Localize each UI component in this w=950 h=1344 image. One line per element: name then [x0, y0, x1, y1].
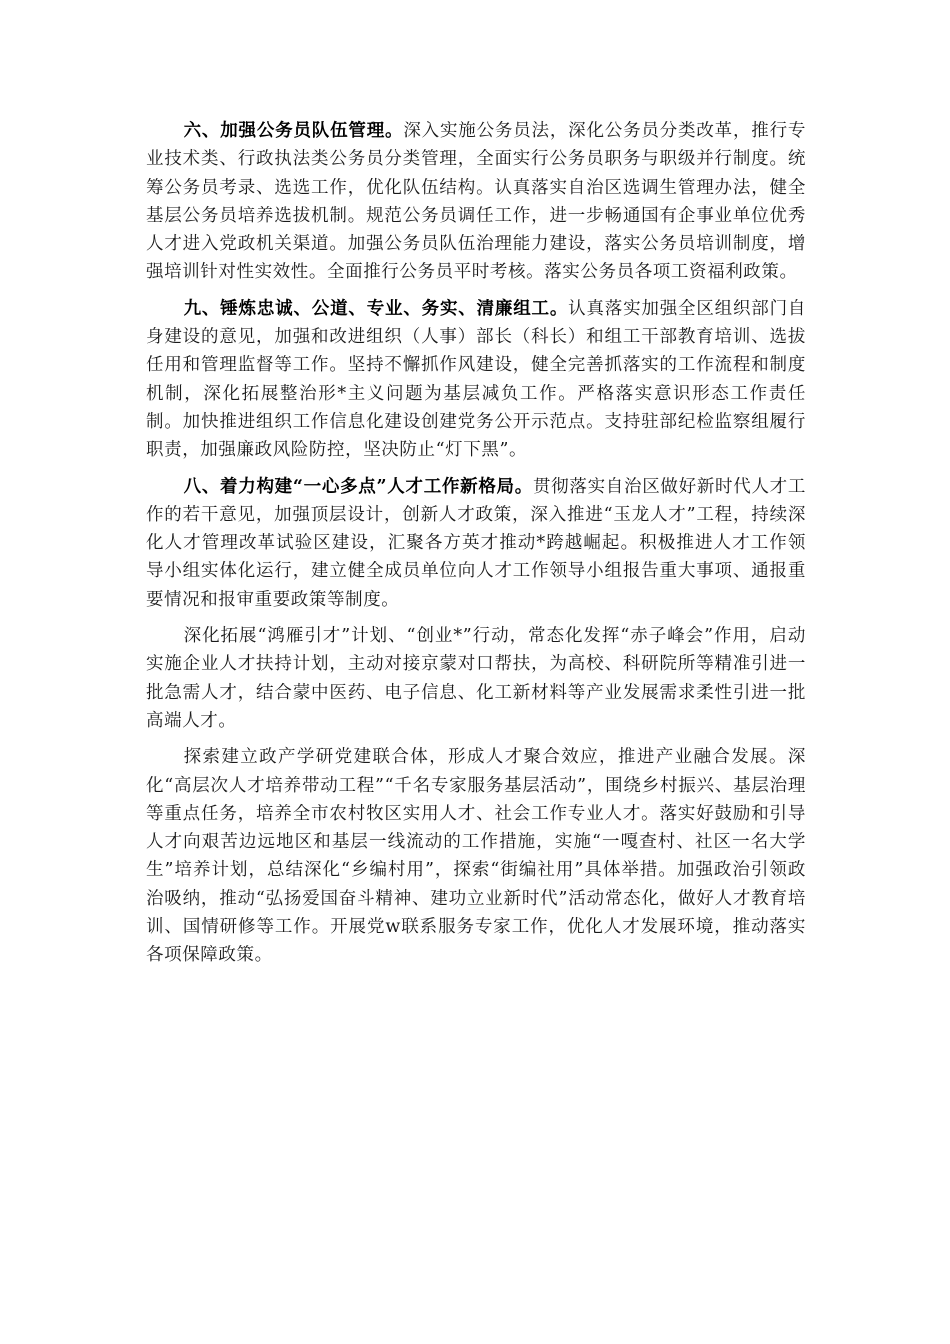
paragraph-text: 深化拓展“鸿雁引才”计划、“创业*”行动，常态化发挥“赤子峰会”作用，启动实施企业人才扶持计划，主动对接京蒙对口帮扶，为高校、科研院所等精准引进一批急需人才，结合蒙中医药、电子信息、化工新材料等产业发展需求柔性引进一批高端人才。	[146, 626, 806, 731]
paragraph-talent-cultivation	[146, 743, 806, 969]
paragraph-talent-work	[146, 473, 806, 614]
paragraph-heading: 六、加强公务员队伍管理。	[183, 121, 404, 141]
paragraph-text: 探索建立政产学研党建联合体，形成人才聚合效应，推进产业融合发展。深化“高层次人才培养带动工程”“千名专家服务基层活动”，围绕乡村振兴、基层治理等重点任务，培养全市农村牧区实用人才、社会工作专业人才。落实好鼓励和引导人才向艰苦边远地区和基层一线流动的工作措施，实施“一嘎查村、社区一名大学生”培养计划，总结深化“乡编村用”，探索“街编社用”具体举措。加强政治引领政治吸纳，推动“弘扬爱国奋斗精神、建功立业新时代”活动常态化，做好人才教育培训、国情研修等工作。开展党w联系服务专家工作，优化人才发展环境，推动落实各项保障政策。	[146, 747, 806, 966]
paragraph-heading: 九、锤炼忠诚、公道、专业、务实、清廉组工。	[183, 298, 569, 319]
paragraph-text: 认真落实加强全区组织部门自身建设的意见，加强和改进组织（人事）部长（科长）和组工干部教育培训、选拔任用和管理监督等工作。坚持不懈抓作风建设，健全完善抓落实的工作流程和制度机制，深化拓展整治形*主义问题为基层减负工作。严格落实意识形态工作责任制。加快推进组织工作信息化建设创建党务公开示范点。支持驻部纪检监察组履行职责，加强廉政风险防控，坚决防止“灯下黑”。	[146, 298, 806, 461]
paragraph-text: 贯彻落实自治区做好新时代人才工作的若干意见，加强顶层设计，创新人才政策，深入推进“玉龙人才”工程，持续深化人才管理改革试验区建设，汇聚各方英才推动*跨越崛起。积极推进人才工作领导小组实体化运行，建立健全成员单位向人才工作领导小组报告重大事项、通报重要情况和报审重要政策等制度。	[146, 476, 806, 610]
document-body	[146, 117, 806, 978]
paragraph-heading: 八、着力构建“一心多点”人才工作新格局。	[183, 476, 533, 497]
paragraph-talent-introduction	[146, 622, 806, 735]
paragraph-organization-staff	[146, 295, 806, 465]
paragraph-text: 深入实施公务员法，深化公务员分类改革，推行专业技术类、行政执法类公务员分类管理，全面实行公务员职务与职级并行制度。统筹公务员考录、选选工作，优化队伍结构。认真落实自治区选调生管理办法，健全基层公务员培养选拔机制。规范公务员调任工作，进一步畅通国有企事业单位优秀人才进入党政机关渠道。加强公务员队伍治理能力建设，落实公务员培训制度，增强培训针对性实效性。全面推行公务员平时考核。落实公务员各项工资福利政策。	[146, 121, 806, 283]
paragraph-civil-servants	[146, 117, 806, 287]
